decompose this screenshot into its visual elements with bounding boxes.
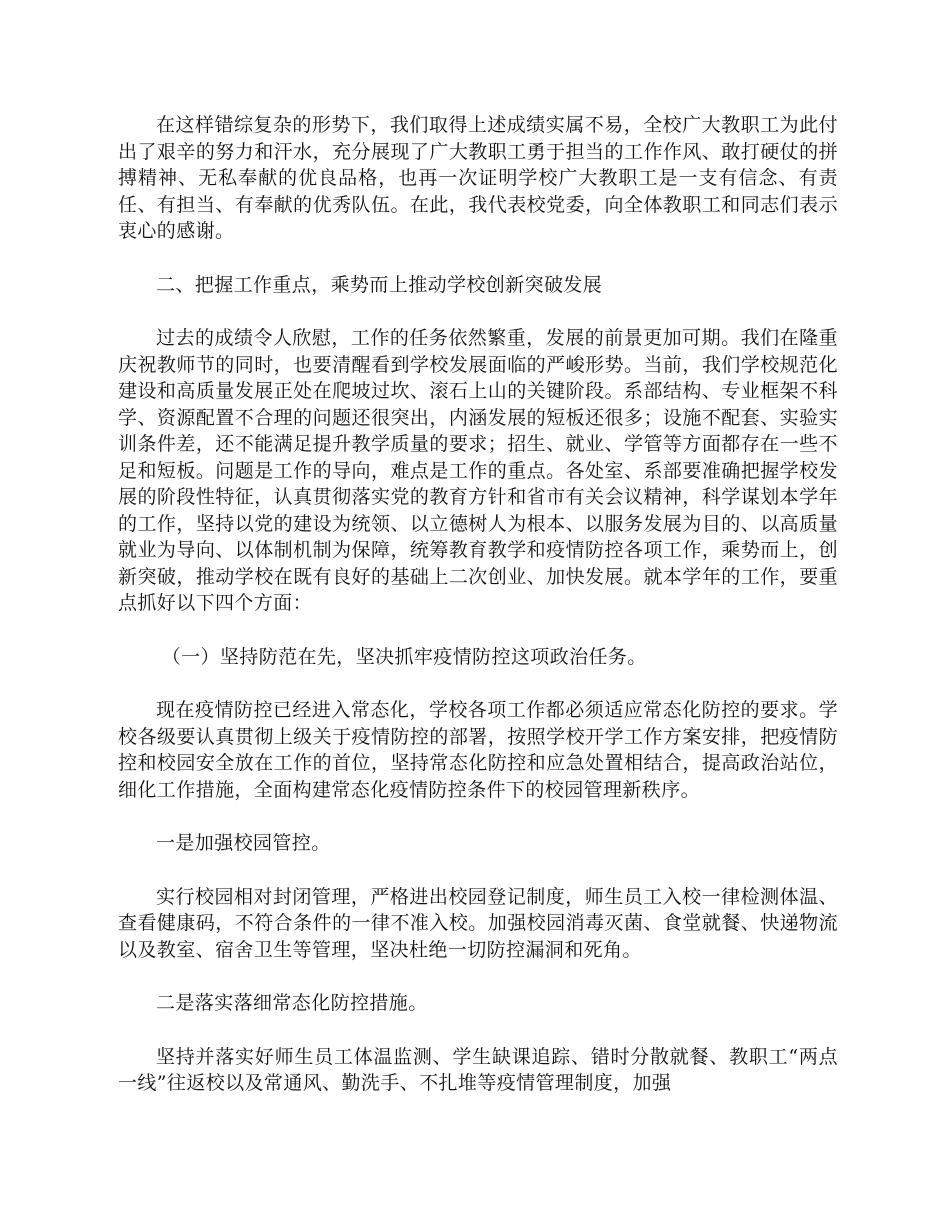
document-page: [118, 112, 838, 1097]
section-heading-2: 二、把握工作重点，乘势而上推动学校创新突破发展: [156, 273, 603, 296]
paragraph-measures: 坚持并落实好师生员工体温监测、学生缺课追踪、错时分散就餐、教职工“两点一线”往返校以及常通风、勤洗手、不扎堆等疫情管理制度，加强: [118, 1045, 838, 1094]
paragraph-situation: 过去的成绩令人欣慰，工作的任务依然繁重，发展的前景更加可期。我们在隆重庆祝教师节的同时，也要清醒看到学校发展面临的严峻形势。当前，我们学校规范化建设和高质量发展正处在爬坡过坎、滚石上山的关键阶段。系部结构、专业框架不科学、资源配置不合理的问题还很突出，内涵发展的短板还很多；设施不配套、实验实训条件差，还不能满足提升教学质量的要求；招生、就业、学管等方面都存在一些不足和短板。问题是工作的导向，难点是工作的重点。各处室、系部要准确把握学校发展的阶段性特征，认真贯彻落实党的教育方针和省市有关会议精神，科学谋划本学年的工作，坚持以党的建设为统领、以立德树人为根本、以服务发展为目的、以高质量就业为导向、以体制机制为保障，统筹教育教学和疫情防控各项工作，乘势而上，创新突破，推动学校在既有良好的基础上二次创业、加快发展。就本学年的工作，要重点抓好以下四个方面：: [118, 327, 838, 614]
paragraph-campus-control: 实行校园相对封闭管理，严格进出校园登记制度，师生员工入校一律检测体温、查看健康码，不符合条件的一律不准入校。加强校园消毒灭菌、食堂就餐、快递物流以及教室、宿舍卫生等管理，坚决杜绝一切防控漏洞和死角。: [118, 885, 838, 961]
subsection-heading-1: （一）坚持防范在先，坚决抓牢疫情防控这项政治任务。: [161, 645, 647, 668]
point-heading-2: 二是落实落细常态化防控措施。: [156, 992, 428, 1014]
point-heading-1: 一是加强校园管控。: [156, 832, 331, 854]
paragraph-gratitude: 在这样错综复杂的形势下，我们取得上述成绩实属不易，全校广大教职工为此付出了艰辛的努力和汗水，充分展现了广大教职工勇于担当的工作作风、敢打硬仗的拼搏精神、无私奉献的优良品格，也再一次证明学校广大教职工是一支有信念、有责任、有担当、有奉献的优秀队伍。在此，我代表校党委，向全体教职工和同志们表示衷心的感谢。: [118, 114, 838, 242]
paragraph-epidemic: 现在疫情防控已经进入常态化，学校各项工作都必须适应常态化防控的要求。学校各级要认真贯彻上级关于疫情防控的部署，按照学校开学工作方案安排，把疫情防控和校园安全放在工作的首位，坚持常态化防控和应急处置相结合，提高政治站位，细化工作措施，全面构建常态化疫情防控条件下的校园管理新秩序。: [118, 699, 838, 801]
